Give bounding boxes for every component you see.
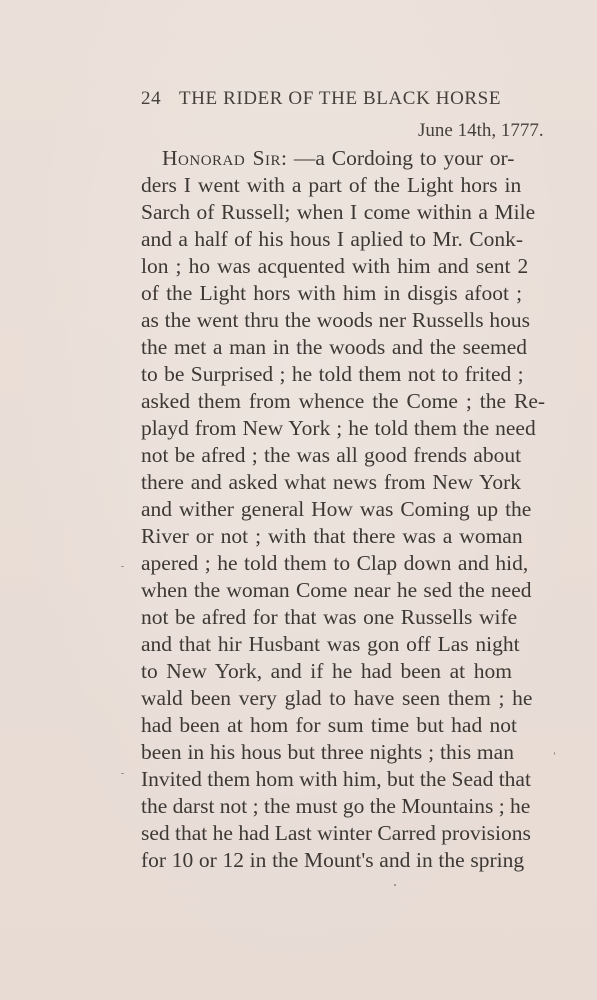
running-title: THE RIDER OF THE BLACK HORSE [179,88,502,109]
text-line-27: for 10 or 12 in the Mount's and in the spring [141,848,525,872]
text-line-1 [162,145,514,171]
text-line-26: sed that he had Last winter Carred provisions [141,821,531,845]
text-line-5: lon ; ho was acquented with him and sent 2 [141,254,529,278]
salutation: Honorad Sir [162,146,282,170]
paper-speck [394,884,396,886]
paper-speck [121,773,124,774]
page-number: 24 [141,88,162,109]
text-line-9: to be Surprised ; he told them not to frited ; [141,362,524,386]
text-line-19: and that hir Husbant was gon off Las night [141,632,520,656]
text-line-23: been in his hous but three nights ; this man [141,740,514,764]
text-line-13: there and asked what news from New York [141,470,521,494]
text-line-20: to New York, and if he had been at hom [141,659,512,683]
text-line-12: not be afred ; the was all good frends about [141,443,522,467]
letter-date: June 14th, 1777. [418,120,544,141]
text-line-21: wald been very glad to have seen them ; he [141,686,533,710]
text-line-18: not be afred for that was one Russells wife [141,605,518,629]
text-line-3: Sarch of Russell; when I come within a Mile [141,200,536,224]
text-line-6: of the Light hors with him in disgis afoot ; [141,281,523,305]
text-line-15: River or not ; with that there was a woman [141,524,523,548]
text-line-16: apered ; he told them to Clap down and hid, [141,551,529,575]
text-line-2: ders I went with a part of the Light hors in [141,173,522,197]
text-line-10: asked them from whence the Come ; the Re- [141,389,546,413]
text-line-22: had been at hom for sum time but had not [141,713,517,737]
text-line-17: when the woman Come near he sed the need [141,578,532,602]
text-line-7: as the went thru the woods ner Russells hous [141,308,530,332]
line-1-text: : —a Cordoing to your or- [281,146,515,170]
text-line-4: and a half of his hous I aplied to Mr. Conk- [141,227,524,251]
text-line-14: and wither general How was Coming up the [141,497,532,521]
paper-speck [554,752,555,755]
text-line-24: Invited them hom with him, but the Sead that [141,767,531,791]
text-line-8: the met a man in the woods and the seemed [141,335,528,359]
running-head [141,88,521,112]
text-line-25: the darst not ; the must go the Mountains ; he [141,794,531,818]
paper-speck [121,566,124,567]
text-line-11: playd from New York ; he told them the need [141,416,536,440]
